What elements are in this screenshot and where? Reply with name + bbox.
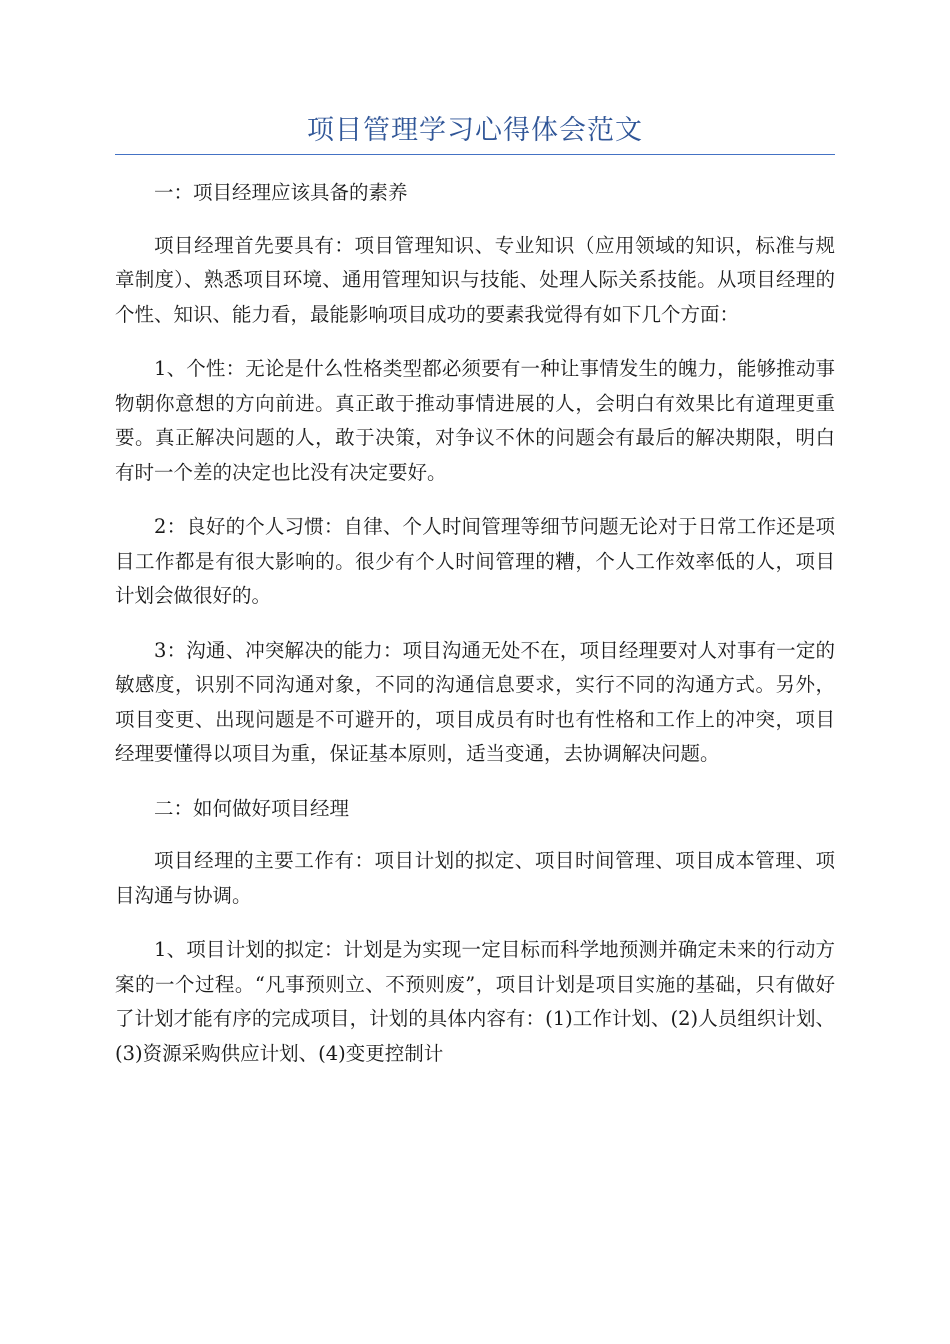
paragraph: 1、个性：无论是什么性格类型都必须要有一种让事情发生的魄力，能够推动事物朝你意想的方向前进。真正敢于推动事情进展的人，会明白有效果比有道理更重要。真正解决问题的人，敢于决策，对争议不休的问题会有最后的解决期限，明白有时一个差的决定也比没有决定要好。 <box>115 357 835 484</box>
section-heading-1: 一：项目经理应该具备的素养 <box>154 181 408 204</box>
paragraph: 3：沟通、冲突解决的能力：项目沟通无处不在，项目经理要对人对事有一定的敏感度，识别不同沟通对象，不同的沟通信息要求，实行不同的沟通方式。另外，项目变更、出现问题是不可避开的，项目成员有时也有性格和工作上的冲突，项目经理要懂得以项目为重，保证基本原则，适当变通，去协调解决问题。 <box>115 638 835 765</box>
paragraph: 2：良好的个人习惯：自律、个人时间管理等细节问题无论对于日常工作还是项目工作都是有很大影响的。很少有个人时间管理的糟，个人工作效率低的人，项目计划会做很好的。 <box>115 515 835 607</box>
paragraph: 项目经理的主要工作有：项目计划的拟定、项目时间管理、项目成本管理、项目沟通与协调。 <box>115 849 835 907</box>
document-body <box>115 176 835 1091</box>
paragraph: 1、项目计划的拟定：计划是为实现一定目标而科学地预测并确定未来的行动方案的一个过程。“凡事预则立、不预则废”，项目计划是项目实施的基础，只有做好了计划才能有序的完成项目，计划的具体内容有：(1)工作计划、(2)人员组织计划、(3)资源采购供应计划、(4)变更控制计 <box>115 938 835 1065</box>
paragraph: 项目经理首先要具有：项目管理知识、专业知识（应用领域的知识，标准与规章制度）、熟悉项目环境、通用管理知识与技能、处理人际关系技能。从项目经理的个性、知识、能力看，最能影响项目成功的要素我觉得有如下几个方面： <box>115 233 835 326</box>
title-underline <box>115 154 835 155</box>
document-title: 项目管理学习心得体会范文 <box>307 115 643 146</box>
section-heading-2: 二：如何做好项目经理 <box>154 796 350 820</box>
